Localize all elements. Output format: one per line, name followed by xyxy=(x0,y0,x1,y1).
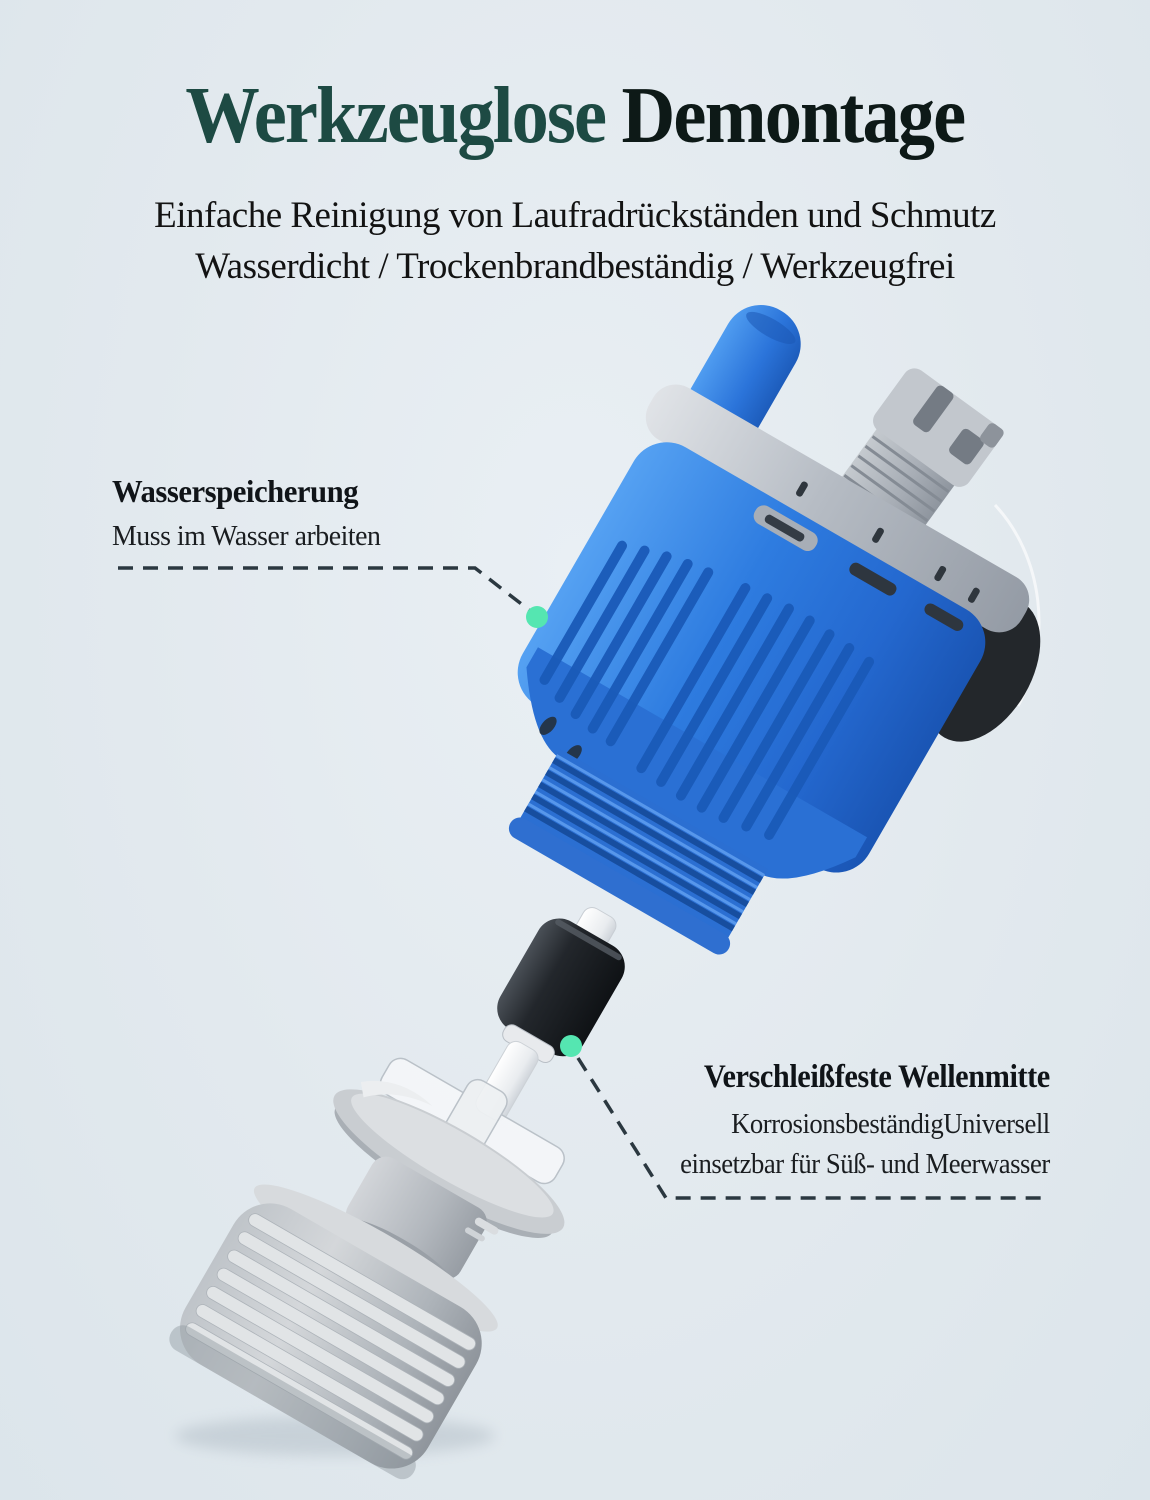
callout-left-title: Wasserspeicherung xyxy=(112,473,359,509)
callout-left-description: Muss im Wasser arbeiten xyxy=(112,520,381,553)
callout-right-description-line-1: KorrosionsbeständigUniversell xyxy=(731,1107,1050,1140)
callout-right-description-line-2: einsetzbar für Süß- und Meerwasser xyxy=(680,1147,1050,1180)
callout-water-storage xyxy=(112,472,380,556)
callout-shaft-center xyxy=(680,1058,1050,1184)
title-part-1: Werkzeuglose xyxy=(185,72,606,160)
left-callout-leader-line xyxy=(118,568,533,613)
right-callout-dot xyxy=(560,1035,582,1057)
pump-assembly xyxy=(121,260,1139,1500)
left-callout-leader xyxy=(118,568,533,613)
subtitle-line-1: Einfache Reinigung von Laufradrückständen und Schmutz xyxy=(154,195,996,236)
subtitle-line-2: Wasserdicht / Trockenbrandbeständig / Werkzeugfrei xyxy=(195,246,955,287)
callout-right-title: Verschleißfeste Wellenmitte xyxy=(704,1059,1050,1095)
title-part-2: Demontage xyxy=(621,72,965,160)
left-callout-dot xyxy=(526,606,548,628)
